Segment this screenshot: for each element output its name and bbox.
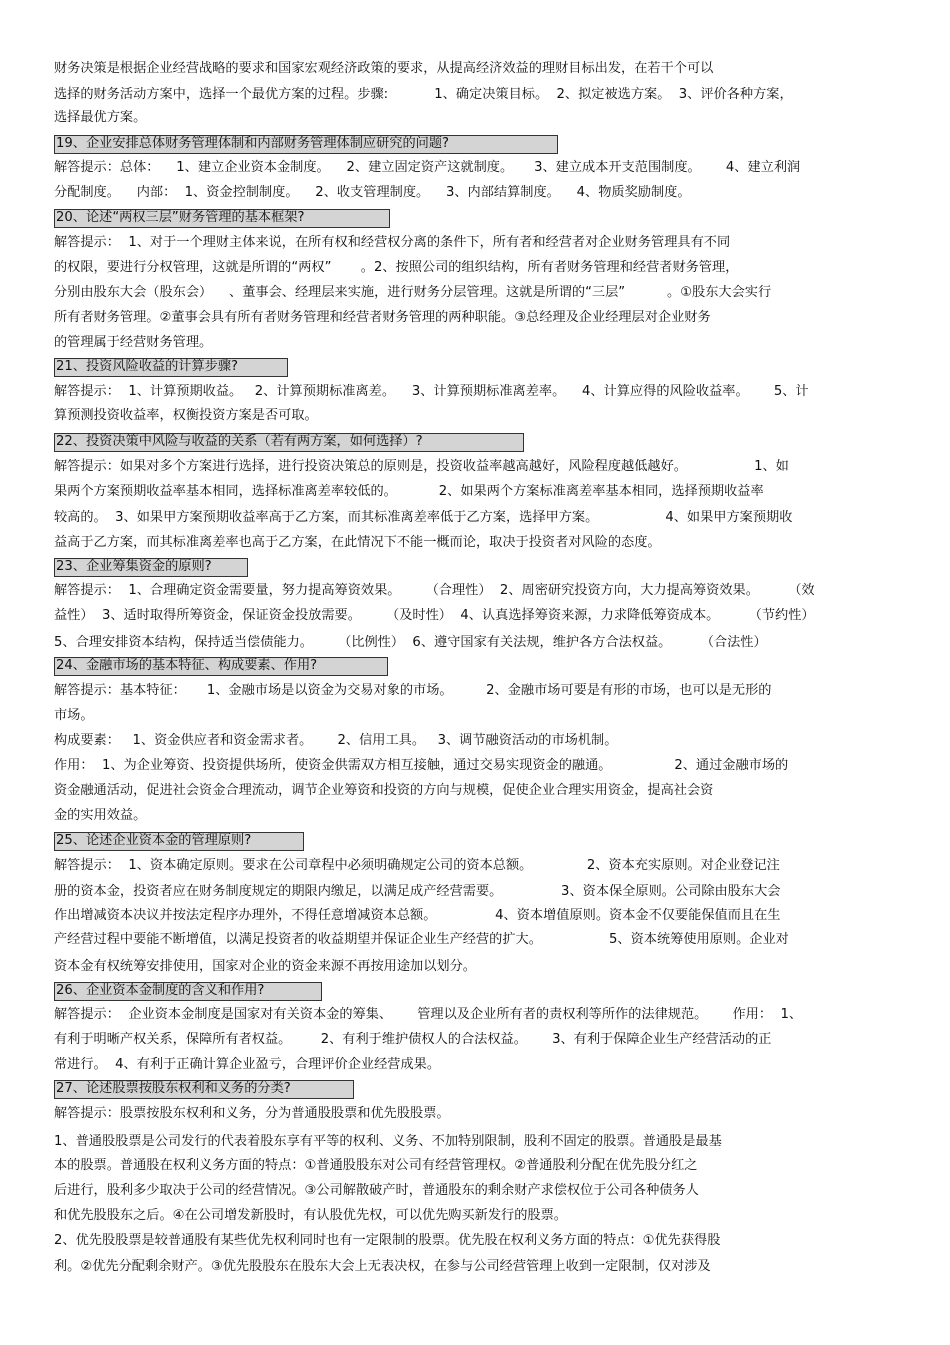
answer-line: 利。②优先分配剩余财产。③优先股股东在股东大会上无表决权，在参与公司经营管理上收到一定限制，仅对涉及 bbox=[54, 1259, 711, 1274]
answer-line: 册的资本金，投资者应在财务制度规定的期限内缴足，以满足成产经营需要。 3、资本保全原则。公司除由股东大会 bbox=[54, 884, 781, 899]
question-heading: 21、投资风险收益的计算步骤? bbox=[54, 358, 288, 377]
answer-line: 2、优先股股票是较普通股有某些优先权利同时也有一定限制的股票。优先股在权利义务方面的特点：①优先获得股 bbox=[54, 1233, 721, 1248]
answer-line: 市场。 bbox=[54, 708, 94, 723]
answer-line: 产经营过程中要能不断增值，以满足投资者的收益期望并保证企业生产经营的扩大。 5、资本统筹使用原则。企业对 bbox=[54, 932, 789, 947]
answer-line: 本的股票。普通股在权利义务方面的特点：①普通股股东对公司有经营管理权。②普通股利分配在优先股分红之 bbox=[54, 1158, 698, 1173]
answer-line: 解答提示： 1、合理确定资金需要量，努力提高筹资效果。 （合理性） 2、周密研究投资方向，大力提高筹资效果。 （效 bbox=[54, 583, 815, 598]
answer-line: 解答提示： 企业资本金制度是国家对有关资本金的筹集、 管理以及企业所有者的责权利等所作的法律规范。 作用： 1、 bbox=[54, 1007, 803, 1022]
answer-line: 后进行，股利多少取决于公司的经营情况。③公司解散破产时，普通股东的剩余财产求偿权位于公司各种债务人 bbox=[54, 1183, 699, 1198]
answer-line: 分别由股东大会（股东会） 、董事会、经理层来实施，进行财务分层管理。这就是所谓的“三层” 。①股东大会实行 bbox=[54, 285, 772, 300]
answer-line: 解答提示：如果对多个方案进行选择，进行投资决策总的原则是，投资收益率越高越好，风险程度越低越好。 1、如 bbox=[54, 459, 789, 474]
answer-line: 5、合理安排资本结构，保持适当偿债能力。 （比例性） 6、遵守国家有关法规，维护各方合法权益。 （合法性） bbox=[54, 635, 767, 650]
answer-line: 常进行。 4、有利于正确计算企业盈亏，合理评价企业经营成果。 bbox=[54, 1057, 441, 1072]
question-heading: 26、企业资本金制度的含义和作用? bbox=[54, 982, 322, 1001]
question-heading: 22、投资决策中风险与收益的关系（若有两方案，如何选择）? bbox=[54, 433, 524, 452]
answer-line: 解答提示： 1、对于一个理财主体来说，在所有权和经营权分离的条件下，所有者和经营者对企业财务管理具有不同 bbox=[54, 235, 731, 250]
answer-line: 的管理属于经营财务管理。 bbox=[54, 335, 213, 350]
intro-line: 财务决策是根据企业经营战略的要求和国家宏观经济政策的要求，从提高经济效益的理财目标出发，在若干个可以 bbox=[54, 61, 714, 76]
answer-line: 资本金有权统筹安排使用，国家对企业的资金来源不再按用途加以划分。 bbox=[54, 959, 476, 974]
answer-line: 益高于乙方案，而其标准离差率也高于乙方案，在此情况下不能一概而论，取决于投资者对风险的态度。 bbox=[54, 535, 661, 550]
question-heading: 20、论述“两权三层”财务管理的基本框架? bbox=[54, 209, 390, 228]
answer-line: 解答提示： 1、资本确定原则。要求在公司章程中必须明确规定公司的资本总额。 2、资本充实原则。对企业登记注 bbox=[54, 858, 780, 873]
question-heading: 25、论述企业资本金的管理原则? bbox=[54, 832, 304, 851]
question-heading: 19、企业安排总体财务管理体制和内部财务管理体制应研究的问题? bbox=[54, 135, 558, 154]
answer-line: 解答提示：基本特征： 1、金融市场是以资金为交易对象的市场。 2、金融市场可要是有形的市场，也可以是无形的 bbox=[54, 683, 772, 698]
answer-line: 构成要素： 1、资金供应者和资金需求者。 2、信用工具。 3、调节融资活动的市场机制。 bbox=[54, 733, 618, 748]
answer-line: 算预测投资收益率，权衡投资方案是否可取。 bbox=[54, 408, 318, 423]
answer-line: 金的实用效益。 bbox=[54, 808, 147, 823]
intro-line: 选择最优方案。 bbox=[54, 110, 147, 125]
answer-line: 作用： 1、为企业筹资、投资提供场所，使资金供需双方相互接触，通过交易实现资金的融通。 2、通过金融市场的 bbox=[54, 758, 789, 773]
intro-line: 选择的财务活动方案中，选择一个最优方案的过程。步骤: 1、确定决策目标。 2、拟定被选方案。 3、评价各种方案， bbox=[54, 87, 793, 102]
answer-line: 解答提示：总体： 1、建立企业资本金制度。 2、建立固定资产这就制度。 3、建立成本开支范围制度。 4、建立利润 bbox=[54, 160, 801, 175]
answer-line: 作出增减资本决议并按法定程序办理外，不得任意增减资本总额。 4、资本增值原则。资本金不仅要能保值而且在生 bbox=[54, 908, 781, 923]
answer-line: 和优先股股东之后。④在公司增发新股时，有认股优先权，可以优先购买新发行的股票。 bbox=[54, 1208, 567, 1223]
answer-line: 分配制度。 内部： 1、资金控制制度。 2、收支管理制度。 3、内部结算制度。 4、物质奖励制度。 bbox=[54, 185, 691, 200]
answer-line: 所有者财务管理。②董事会具有所有者财务管理和经营者财务管理的两种职能。③总经理及企业经理层对企业财务 bbox=[54, 310, 711, 325]
answer-line: 有利于明晰产权关系，保障所有者权益。 2、有利于维护债权人的合法权益。 3、有利于保障企业生产经营活动的正 bbox=[54, 1032, 772, 1047]
answer-line: 果两个方案预期收益率基本相同，选择标准离差率较低的。 2、如果两个方案标准离差率基本相同，选择预期收益率 bbox=[54, 484, 764, 499]
answer-line: 解答提示： 1、计算预期收益。 2、计算预期标准离差。 3、计算预期标准离差率。 4、计算应得的风险收益率。 5、计 bbox=[54, 384, 809, 399]
answer-line: 益性） 3、适时取得所筹资金，保证资金投放需要。 （及时性） 4、认真选择筹资来源，力求降低筹资成本。 （节约性） bbox=[54, 608, 815, 623]
answer-line: 1、普通股股票是公司发行的代表着股东享有平等的权利、义务、不加特别限制，股利不固定的股票。普通股是最基 bbox=[54, 1134, 722, 1149]
answer-line: 的权限，要进行分权管理，这就是所谓的“两权” 。2、按照公司的组织结构，所有者财务管理和经营者财务管理， bbox=[54, 260, 739, 275]
answer-line: 解答提示：股票按股东权利和义务，分为普通股股票和优先股股票。 bbox=[54, 1106, 450, 1121]
question-heading: 24、金融市场的基本特征、构成要素、作用? bbox=[54, 657, 388, 676]
question-heading: 23、企业筹集资金的原则? bbox=[54, 558, 248, 577]
answer-line: 资金融通活动，促进社会资金合理流动，调节企业筹资和投资的方向与规模，促使企业合理实用资金，提高社会资 bbox=[54, 783, 714, 798]
answer-line: 较高的。 3、如果甲方案预期收益率高于乙方案，而其标准离差率低于乙方案，选择甲方案。 4、如果甲方案预期收 bbox=[54, 510, 793, 525]
question-heading: 27、论述股票按股东权利和义务的分类? bbox=[54, 1080, 354, 1099]
